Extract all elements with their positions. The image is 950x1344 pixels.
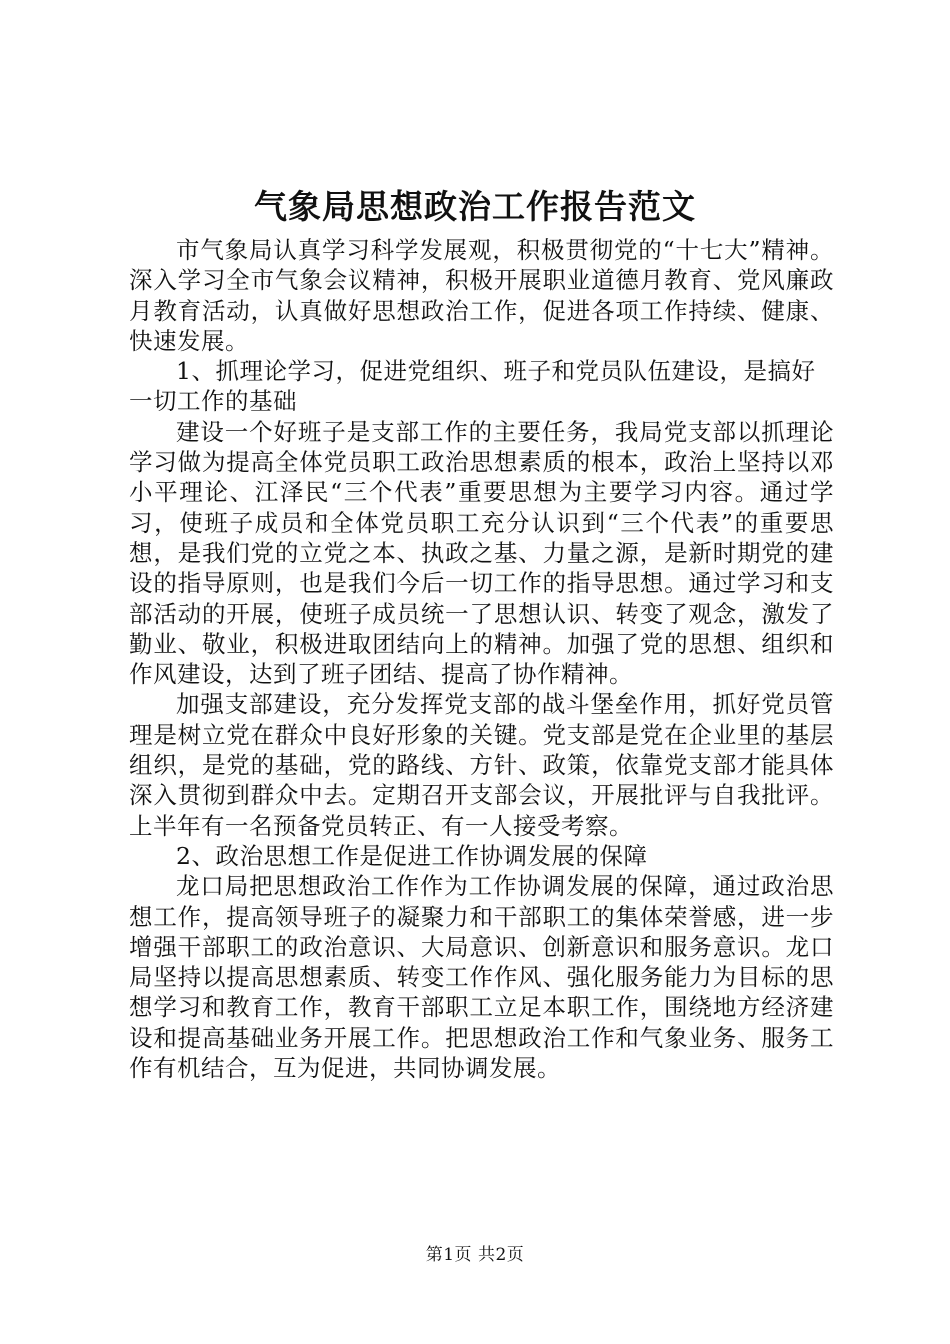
document-title: 气象局思想政治工作报告范文 <box>254 187 696 226</box>
paragraph-team-building: 建设一个好班子是支部工作的主要任务，我局党支部以抓理论学习做为提高全体党员职工政治思想素质的根本，政治上坚持以邓小平理论、江泽民“三个代表”重要思想为主要学习内容。通过学习，使班子成员和全体党员职工充分认识到“三个代表”的重要思想，是我们党的立党之本、执政之基、力量之源，是新时期党的建设的指导原则，也是我们今后一切工作的指导思想。通过学习和支部活动的开展，使班子成员统一了思想认识、转变了观念，激发了勤业、敬业，积极进取团结向上的精神。加强了党的思想、组织和作风建设，达到了班子团结、提高了协作精神。 <box>129 417 834 689</box>
paragraph-branch-building: 加强支部建设，充分发挥党支部的战斗堡垒作用，抓好党员管理是树立党在群众中良好形象的关键。党支部是党在企业里的基层组织，是党的基础，党的路线、方针、政策，依靠党支部才能具体深入贯彻到群众中去。定期召开支部会议，开展批评与自我批评。上半年有一名预备党员转正、有一人接受考察。 <box>129 690 834 840</box>
paragraph-political-work: 龙口局把思想政治工作作为工作协调发展的保障，通过政治思想工作，提高领导班子的凝聚力和干部职工的集体荣誉感，进一步增强干部职工的政治意识、大局意识、创新意识和服务意识。龙口局坚持以提高思想素质、转变工作作风、强化服务能力为目标的思想学习和教育工作，教育干部职工立足本职工作，围绕地方经济建设和提高基础业务开展工作。把思想政治工作和气象业务、服务工作有机结合，互为促进，共同协调发展。 <box>129 872 834 1083</box>
section-heading-1: 1、抓理论学习，促进党组织、班子和党员队伍建设，是搞好一切工作的基础 <box>129 357 816 416</box>
page-footer: 第1页 共2页 <box>425 1245 525 1265</box>
document-body <box>129 235 834 1083</box>
section-heading-2: 2、政治思想工作是促进工作协调发展的保障 <box>176 841 648 870</box>
paragraph-intro: 市气象局认真学习科学发展观，积极贯彻党的“十七大”精神。深入学习全市气象会议精神，积极开展职业道德月教育、党风廉政月教育活动，认真做好思想政治工作，促进各项工作持续、健康、快速发展。 <box>129 236 834 355</box>
